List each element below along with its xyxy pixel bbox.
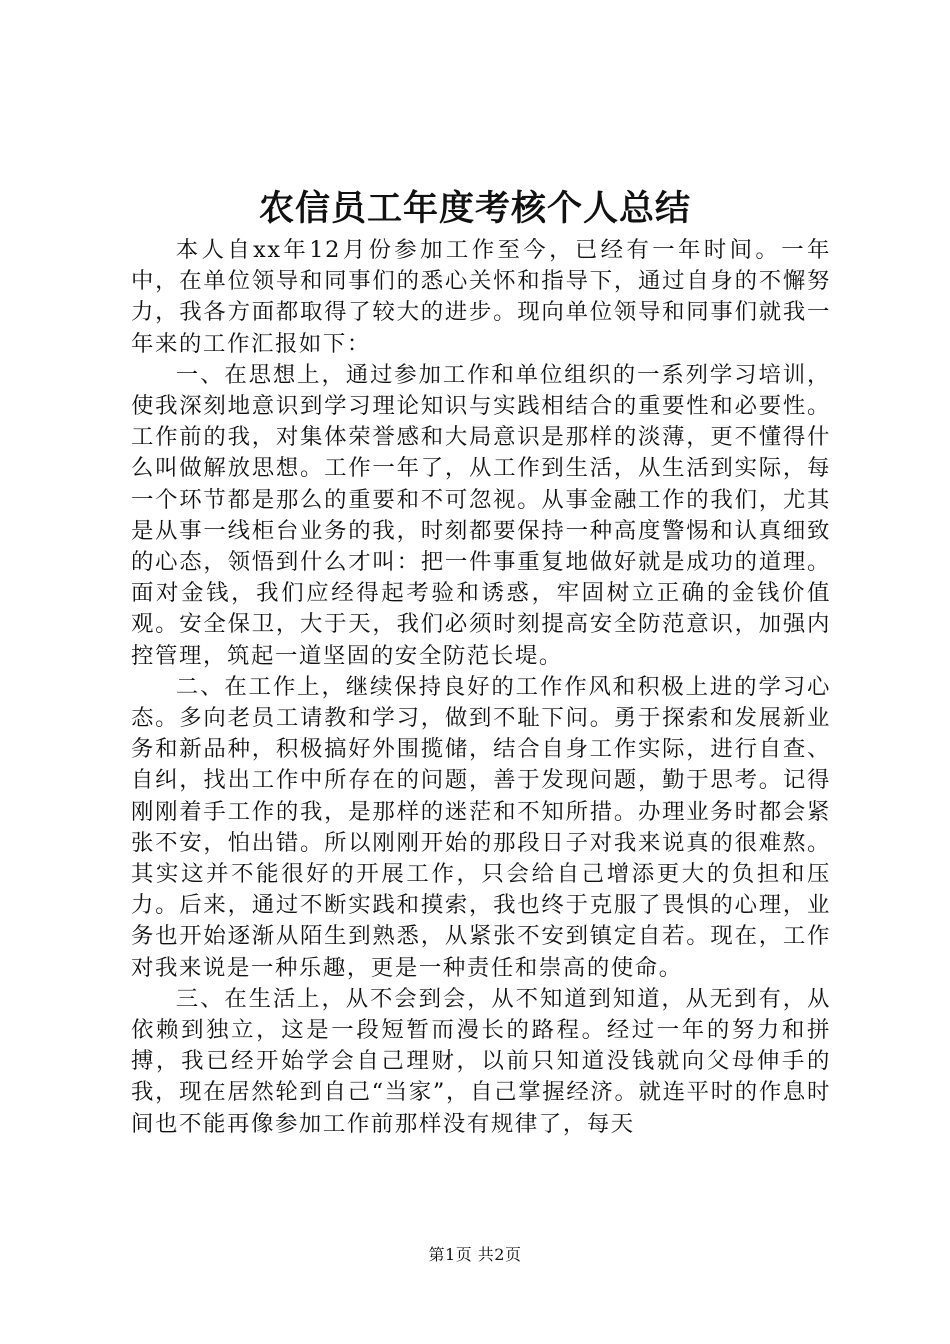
page-number: 第1页 共2页 [428,1245,522,1264]
paragraph-intro: 本人自xx年12月份参加工作至今，已经有一年时间。一年中，在单位领导和同事们的悉心关怀和指导下，通过自身的不懈努力，我各方面都取得了较大的进步。现向单位领导和同事们就我一年来的工作汇报如下： [131,237,831,357]
document-title: 农信员工年度考核个人总结 [258,188,691,229]
paragraph-thought: 一、在思想上，通过参加工作和单位组织的一系列学习培训，使我深刻地意识到学习理论知识与实践相结合的重要性和必要性。工作前的我，对集体荣誉感和大局意识是那样的淡薄，更不懂得什么叫做解放思想。工作一年了，从工作到生活，从生活到实际，每一个环节都是那么的重要和不可忽视。从事金融工作的我们，尤其是从事一线柜台业务的我，时刻都要保持一种高度警惕和认真细致的心态，领悟到什么才叫：把一件事重复地做好就是成功的道理。面对金钱，我们应经得起考验和诱惑，牢固树立正确的金钱价值观。安全保卫，大于天，我们必须时刻提高安全防范意识，加强内控管理，筑起一道坚固的安全防范长堤。 [131,361,831,669]
paragraph-work: 二、在工作上，继续保持良好的工作作风和积极上进的学习心态。多向老员工请教和学习，做到不耻下问。勇于探索和发展新业务和新品种，积极搞好外围揽储，结合自身工作实际，进行自查、自纠，找出工作中所存在的问题，善于发现问题，勤于思考。记得刚刚着手工作的我，是那样的迷茫和不知所措。办理业务时都会紧张不安，怕出错。所以刚刚开始的那段日子对我来说真的很难熬。其实这并不能很好的开展工作，只会给自己增添更大的负担和压力。后来，通过不断实践和摸索，我也终于克服了畏惧的心理，业务也开始逐渐从陌生到熟悉，从紧张不安到镇定自若。现在，工作对我来说是一种乐趣，更是一种责任和崇高的使命。 [131,673,831,981]
document-body [131,235,831,1140]
paragraph-life: 三、在生活上，从不会到会，从不知道到知道，从无到有，从依赖到独立，这是一段短暂而漫长的路程。经过一年的努力和拼搏，我已经开始学会自己理财，以前只知道没钱就向父母伸手的我，现在居然轮到自己“当家”，自己掌握经济。就连平时的作息时间也不能再像参加工作前那样没有规律了，每天 [131,985,831,1137]
